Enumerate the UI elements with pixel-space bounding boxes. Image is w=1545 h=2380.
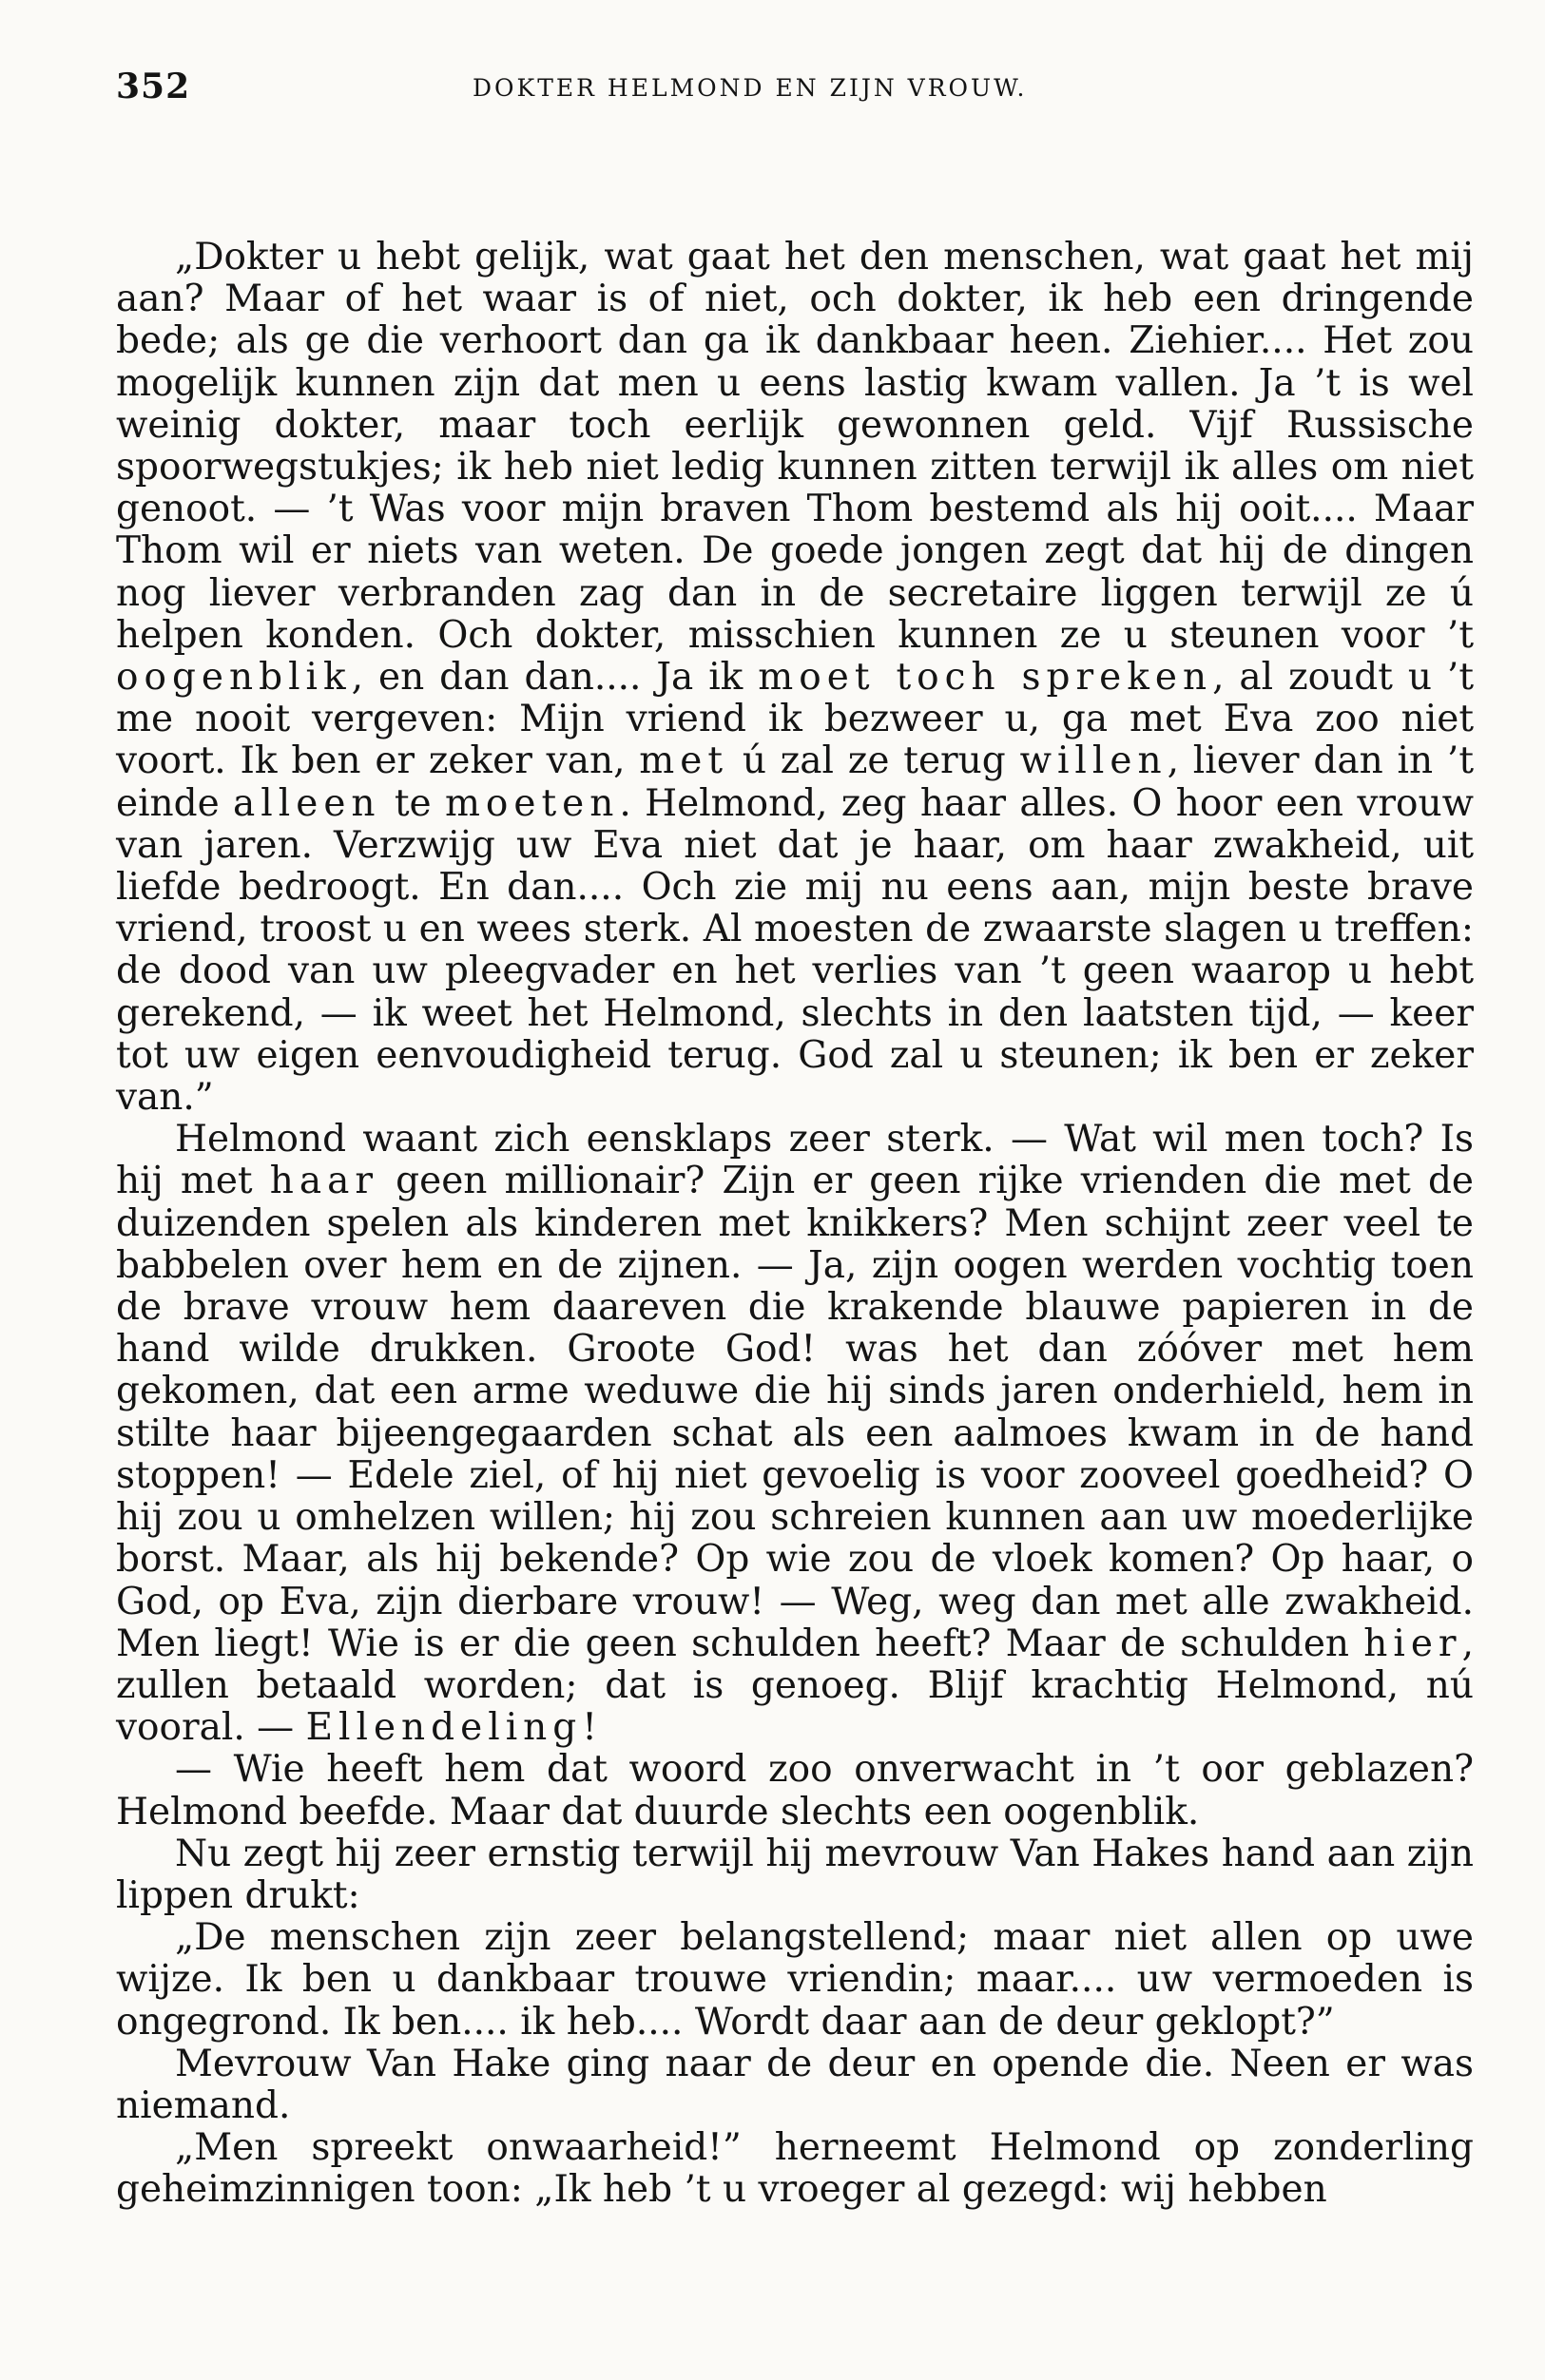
paragraph <box>116 2044 1474 2127</box>
text-run: geen millionair? Zijn er geen rijke vrienden die met de duizenden spelen als kinderen met knikkers? Men schijnt zeer veel te babbelen over hem en de zijnen. — Ja, zijn oogen werden vochtig toen de brave vrouw hem daareven die krakende blauwe papieren in de hand wilde drukken. Groote God! was het dan zóóver met hem gekomen, dat een arme weduwe die hij sinds jaren onderhield, hem in stilte haar bijeengegaarden schat als een aalmoes kwam in de hand stoppen! — Edele ziel, of hij niet gevoelig is voor zooveel goedheid? O hij zou u omhelzen willen; hij zou schreien kunnen aan uw moederlijke borst. Maar, als hij bekende? Op wie zou de vloek komen? Op haar, o God, op Eva, zijn dierbare vrouw! — Weg, weg dan met alle zwakheid. Men liegt! Wie is er die geen schulden heeft? Maar de schulden <box>116 1160 1475 1665</box>
paragraph <box>116 1917 1474 2044</box>
body-text <box>116 237 1474 2212</box>
text-run: „Dokter u hebt gelijk, wat gaat het den menschen, wat gaat het mij aan? Maar of het waar is of niet, och dokter, ik heb een dringende bede; als ge die verhoort dan ga ik dankbaar heen. Ziehier.... Het zou mogelijk kunnen zijn dat men u eens lastig kwam vallen. Ja ’t is wel weinig dokter, maar toch eerlijk gewonnen geld. Vijf Russische spoorwegstukjes; ik heb niet ledig kunnen zitten terwijl ik alles om niet genoot. — ’t Was voor mijn braven Thom bestemd als hij ooit.... Maar Thom wil er niets van weten. De goede jongen zegt dat hij de dingen nog liever verbranden zag dan in de secretaire liggen terwijl ze ú helpen konden. Och dokter, misschien kunnen ze u steunen voor ’t <box>116 236 1474 657</box>
text-run: Helmond waant zich eensklaps zeer sterk. — Wat wil men toch? Is hij met <box>116 1118 1474 1203</box>
emphasized-text: moet toch spreken <box>758 656 1213 700</box>
emphasized-text: alleen <box>233 781 381 825</box>
emphasized-text: haar <box>269 1160 378 1203</box>
emphasized-text: met <box>639 739 729 783</box>
text-run: ú zal ze terug <box>728 739 1020 783</box>
text-run: Nu zegt hij zeer ernstig terwijl hij mevrouw Van Hakes hand aan zijn lippen drukt: <box>116 1832 1474 1917</box>
text-run: te <box>380 781 445 825</box>
text-run: , liever dan in ’t einde <box>116 739 1474 825</box>
running-title: DOKTER HELMOND EN ZIJN VROUW. <box>473 74 1028 102</box>
text-run: , en dan dan.... Ja ik <box>351 656 759 700</box>
text-run: ! <box>582 1706 597 1750</box>
paragraph <box>116 2127 1474 2211</box>
emphasized-text: willen <box>1019 739 1168 783</box>
paragraph <box>116 1749 1474 1833</box>
text-run: Mevrouw Van Hake ging naar de deur en opende die. Neen er was niemand. <box>116 2042 1474 2127</box>
text-run: . Helmond, zeg haar alles. O hoor een vrouw van jaren. Verzwijg uw Eva niet dat je haar, om haar zwakheid, uit liefde bedroogt. En dan.... Och zie mij nu eens aan, mijn beste brave vriend, troost u en wees sterk. Al moesten de zwaarste slagen u treffen: de dood van uw pleegvader en het verlies van ’t geen waarop u hebt gerekend, — ik weet het Helmond, slechts in den laatsten tijd, — keer tot uw eigen eenvoudigheid terug. God zal u steunen; ik ben er zeker van.” <box>116 781 1474 1120</box>
text-run: „Men spreekt onwaarheid!” herneemt Helmond op zonderling geheimzinnigen toon: „Ik heb ’t u vroeger al gezegd: wij hebben <box>116 2126 1474 2212</box>
page-number: 352 <box>116 67 191 106</box>
text-run: , zullen betaald worden; dat is genoeg. Blijf krachtig Helmond, nú vooral. — <box>116 1622 1474 1750</box>
text-run: „De menschen zijn zeer belangstellend; maar niet allen op uwe wijze. Ik ben u dankbaar trouwe vriendin; maar.... uw vermoeden is ongegrond. Ik ben.... ik heb.... Wordt daar aan de deur geklopt?” <box>116 1916 1474 2044</box>
emphasized-text: Ellendeling <box>305 1706 583 1750</box>
emphasized-text: hier <box>1363 1622 1462 1665</box>
paragraph <box>116 1833 1474 1917</box>
page-header <box>116 61 1474 118</box>
emphasized-text: oogenblik <box>116 656 352 700</box>
emphasized-text: moeten <box>444 781 620 825</box>
paragraph <box>116 237 1474 1119</box>
text-run: — Wie heeft hem dat woord zoo onverwacht in ’t oor geblazen? Helmond beefde. Maar dat duurde slechts een oogenblik. <box>116 1748 1474 1833</box>
text-run: , al zoudt u ’t me nooit vergeven: Mijn vriend ik bezweer u, ga met Eva zoo niet voort. Ik ben er zeker van, <box>116 656 1474 783</box>
paragraph <box>116 1119 1474 1749</box>
